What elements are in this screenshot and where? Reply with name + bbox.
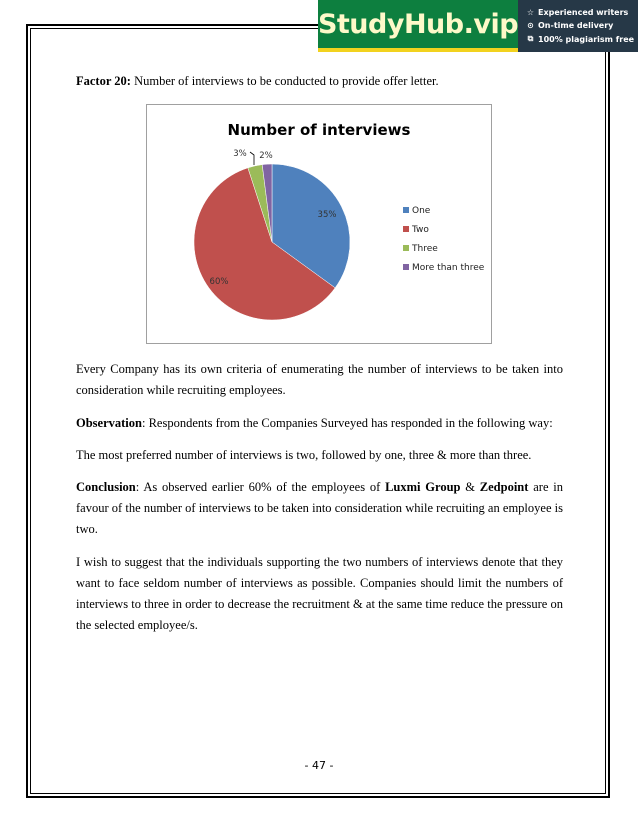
paragraph-suggestion: I wish to suggest that the individuals supporting the two numbers of interviews denote that they want to face seldom number of interviews as possible. Companies should limit the numbers of interviews to three in order to decrease the recruitment & at the same time reduce the pressure on the selected employee/s. [76, 555, 563, 632]
paragraph-conclusion [76, 477, 563, 540]
conclusion-text-b: are in favour of the number of interviews to be taken into consideration while recruiting an employee is two. [76, 480, 564, 536]
legend-label-one: One [412, 206, 431, 216]
conclusion-text-a: : As observed earlier 60% of the employees of [135, 480, 386, 494]
observation-label: Observation [76, 416, 142, 430]
paragraph-observation [76, 413, 563, 434]
factor-text: Number of interviews to be conducted to provide offer letter. [130, 74, 439, 88]
observation-text: : Respondents from the Companies Surveyed has responded in the following way: [141, 416, 553, 430]
clock-icon: ⊙ [527, 21, 534, 30]
legend-swatch-one [403, 207, 409, 213]
company-luxmi: Luxmi Group [385, 480, 461, 494]
data-label-three: 3% [233, 149, 247, 159]
feature-label: 100% plagiarism free [538, 34, 635, 44]
pie-chart [147, 105, 491, 343]
legend-label-two: Two [412, 225, 429, 235]
feature-on-time-delivery [526, 21, 638, 30]
star-icon: ☆ [526, 8, 535, 17]
company-zedpoint: Zedpoint [479, 480, 529, 494]
banner-features [518, 0, 638, 52]
legend-swatch-more-than-three [403, 264, 409, 270]
data-label-two: 60% [209, 277, 229, 287]
legend-swatch-two [403, 226, 409, 232]
feature-plagiarism-free [526, 34, 638, 44]
paragraph-criteria: Every Company has its own criteria of enumerating the number of interviews to be taken into consideration while recruiting employees. [76, 362, 563, 397]
feature-label: On-time delivery [538, 21, 614, 30]
conclusion-amp: & [460, 480, 480, 494]
pie-chart-box [146, 104, 492, 344]
page-number: - 47 - [304, 759, 334, 772]
feature-experienced-writers [526, 8, 638, 17]
studyhub-banner[interactable] [318, 0, 638, 52]
paragraph-preferred: The most preferred number of interviews is two, followed by one, three & more than three. [76, 448, 532, 462]
copy-icon: ⧉ [527, 34, 534, 43]
leader-line [250, 152, 254, 165]
feature-label: Experienced writers [538, 8, 629, 17]
chart-title: Number of interviews [227, 121, 411, 139]
legend-swatch-three [403, 245, 409, 251]
data-label-more-than-three: 2% [259, 151, 273, 161]
factor-heading [76, 74, 439, 89]
studyhub-logo[interactable]: StudyHub.vip [318, 0, 518, 52]
factor-label: Factor 20: [76, 74, 131, 88]
legend-label-three: Three [412, 244, 438, 254]
conclusion-label: Conclusion [76, 480, 136, 494]
data-label-one: 35% [317, 210, 337, 220]
legend-label-more-than-three: More than three [412, 263, 485, 273]
